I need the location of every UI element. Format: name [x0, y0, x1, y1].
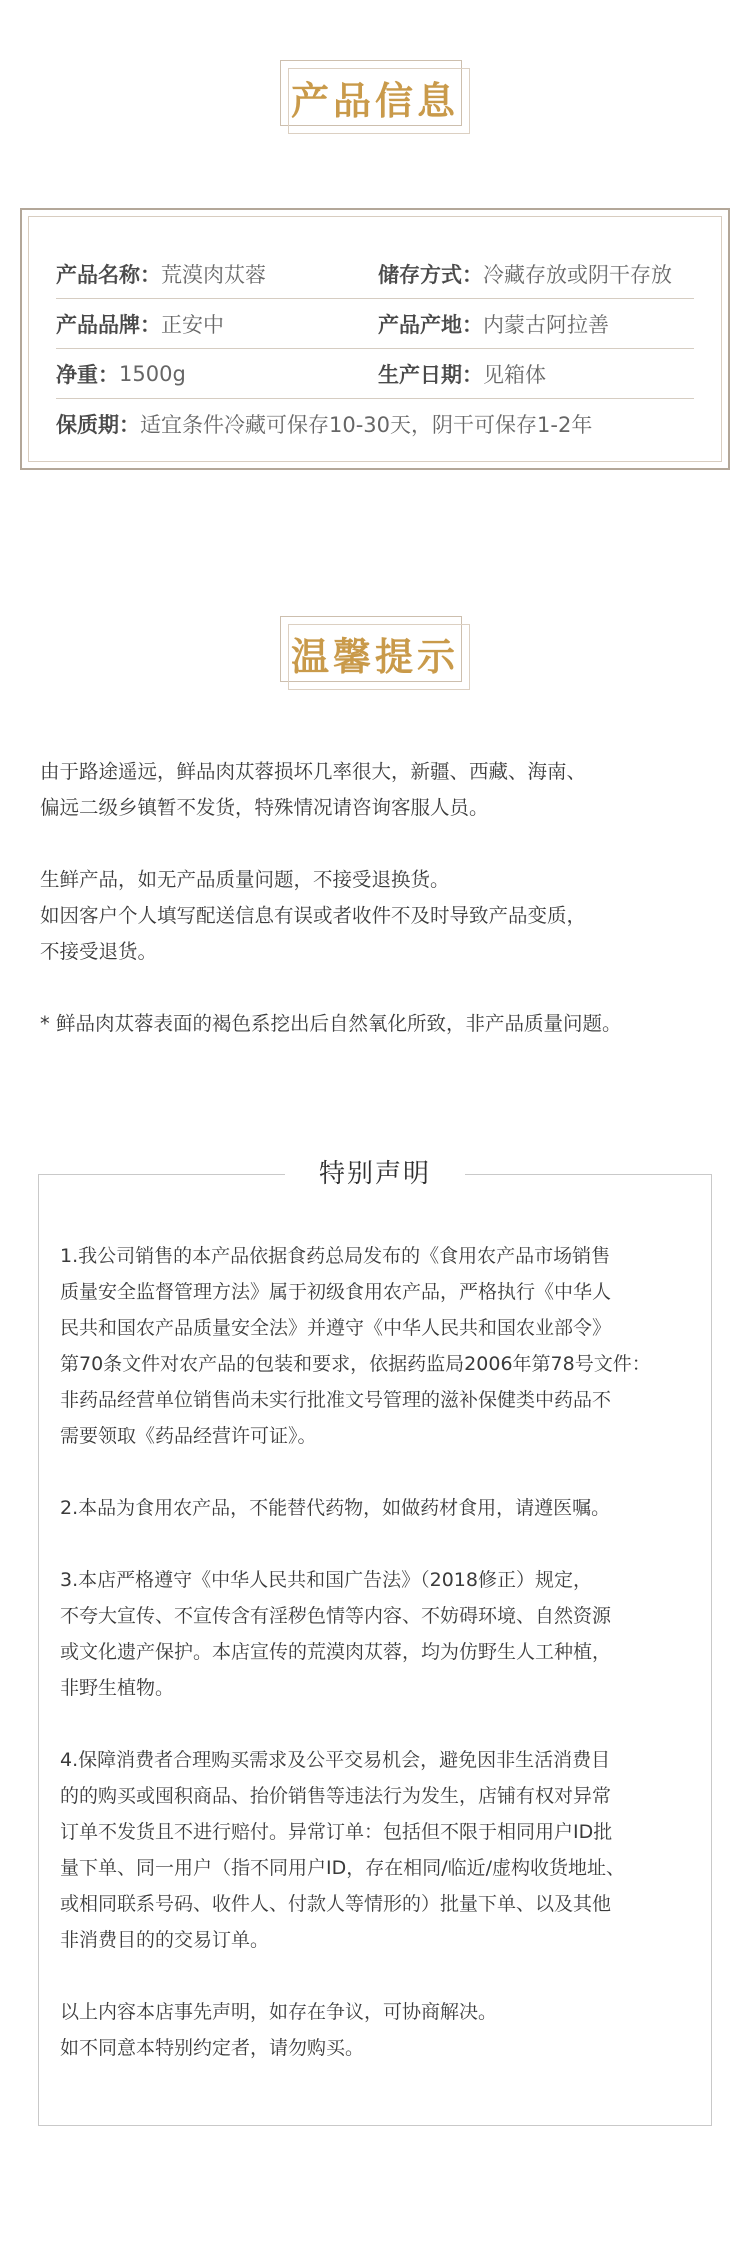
declaration-line: 或相同联系号码、收件人、付款人等情形的）批量下单、以及其他 — [60, 1893, 612, 1915]
declaration-paragraph — [60, 1742, 700, 1958]
info-row — [56, 300, 694, 349]
declaration-line: 非药品经营单位销售尚未实行批准文号管理的滋补保健类中药品不 — [60, 1389, 612, 1411]
declaration-line: 民共和国农产品质量安全法》并遵守《中华人民共和国农业部令》 — [60, 1317, 612, 1339]
info-cell — [378, 309, 609, 339]
declaration-line: 如不同意本特别约定者，请勿购买。 — [60, 2037, 365, 2059]
info-value: 内蒙古阿拉善 — [483, 313, 609, 337]
info-value: 1500g — [119, 362, 186, 386]
info-label: 保质期： — [56, 413, 140, 437]
info-cell — [378, 359, 546, 389]
tips-paragraph — [40, 754, 730, 826]
declaration-line: 质量安全监督管理方法》属于初级食用农产品，严格执行《中华人 — [60, 1281, 612, 1303]
declaration-line: 4.保障消费者合理购买需求及公平交易机会，避免因非生活消费目 — [60, 1749, 611, 1771]
info-cell — [56, 259, 266, 289]
info-label: 产品品牌： — [56, 313, 161, 337]
tips-line: 生鲜产品，如无产品质量问题，不接受退换货。 — [40, 868, 450, 891]
declaration-line: 非消费目的的交易订单。 — [60, 1929, 270, 1951]
tips-line: * 鲜品肉苁蓉表面的褐色系挖出后自然氧化所致，非产品质量问题。 — [40, 1012, 622, 1035]
declaration-line: 以上内容本店事先声明，如存在争议，可协商解决。 — [60, 2001, 498, 2023]
declaration-line: 的的购买或囤积商品、抬价销售等违法行为发生，店铺有权对异常 — [60, 1785, 612, 1807]
declaration-title: 特别声明 — [285, 1154, 465, 1194]
declaration-line: 2.本品为食用农产品，不能替代药物，如做药材食用，请遵医嘱。 — [60, 1497, 611, 1519]
info-label: 生产日期： — [378, 363, 483, 387]
declaration-line: 需要领取《药品经营许可证》。 — [60, 1425, 317, 1447]
info-cell — [378, 259, 672, 289]
tips-title: 温馨提示 — [290, 633, 459, 679]
info-row — [56, 350, 694, 399]
info-value: 见箱体 — [483, 363, 546, 387]
declaration-line: 第70条文件对农产品的包装和要求，依据药监局2006年第78号文件： — [60, 1353, 651, 1375]
declaration-line: 不夸大宣传、不宣传含有淫秽色情等内容、不妨碍环境、自然资源 — [60, 1605, 612, 1627]
product-info-title-frame — [280, 60, 470, 134]
tips-paragraph — [40, 862, 730, 970]
declaration-line: 3.本店严格遵守《中华人民共和国广告法》（2018修正）规定， — [60, 1569, 592, 1591]
info-cell — [56, 309, 224, 339]
info-cell — [56, 359, 186, 389]
declaration-paragraph — [60, 1562, 700, 1706]
info-value: 适宜条件冷藏可保存10-30天，阴干可保存1-2年 — [140, 413, 593, 437]
declaration-line: 量下单、同一用户（指不同用户ID，存在相同/临近/虚构收货地址、 — [60, 1857, 626, 1879]
info-label: 产品名称： — [56, 263, 161, 287]
info-row — [56, 250, 694, 299]
info-label: 产品产地： — [378, 313, 483, 337]
tips-line: 偏远二级乡镇暂不发货，特殊情况请咨询客服人员。 — [40, 796, 489, 819]
info-cell — [56, 409, 592, 439]
info-value: 冷藏存放或阴干存放 — [483, 263, 672, 287]
info-value: 荒漠肉苁蓉 — [161, 263, 266, 287]
info-value: 正安中 — [161, 313, 224, 337]
declaration-line: 1.我公司销售的本产品依据食药总局发布的《食用农产品市场销售 — [60, 1245, 611, 1267]
product-info-table — [20, 208, 730, 470]
declaration-line: 订单不发货且不进行赔付。异常订单：包括但不限于相同用户ID批 — [60, 1821, 613, 1843]
declaration-paragraph — [60, 1238, 700, 1454]
declaration-paragraph — [60, 1490, 700, 1526]
declaration-line: 或文化遗产保护。本店宣传的荒漠肉苁蓉，均为仿野生人工种植， — [60, 1641, 612, 1663]
info-row — [56, 400, 694, 448]
info-label: 储存方式： — [378, 263, 483, 287]
tips-line: 如因客户个人填写配送信息有误或者收件不及时导致产品变质， — [40, 904, 587, 927]
info-label: 净重： — [56, 363, 119, 387]
product-info-title: 产品信息 — [290, 77, 459, 123]
tips-line: 由于路途遥远，鲜品肉苁蓉损坏几率很大，新疆、西藏、海南、 — [40, 760, 587, 783]
tips-paragraph — [40, 1006, 730, 1042]
declaration-paragraph — [60, 1994, 700, 2066]
tips-title-frame — [280, 616, 470, 690]
tips-line: 不接受退货。 — [40, 940, 158, 963]
declaration-line: 非野生植物。 — [60, 1677, 175, 1699]
